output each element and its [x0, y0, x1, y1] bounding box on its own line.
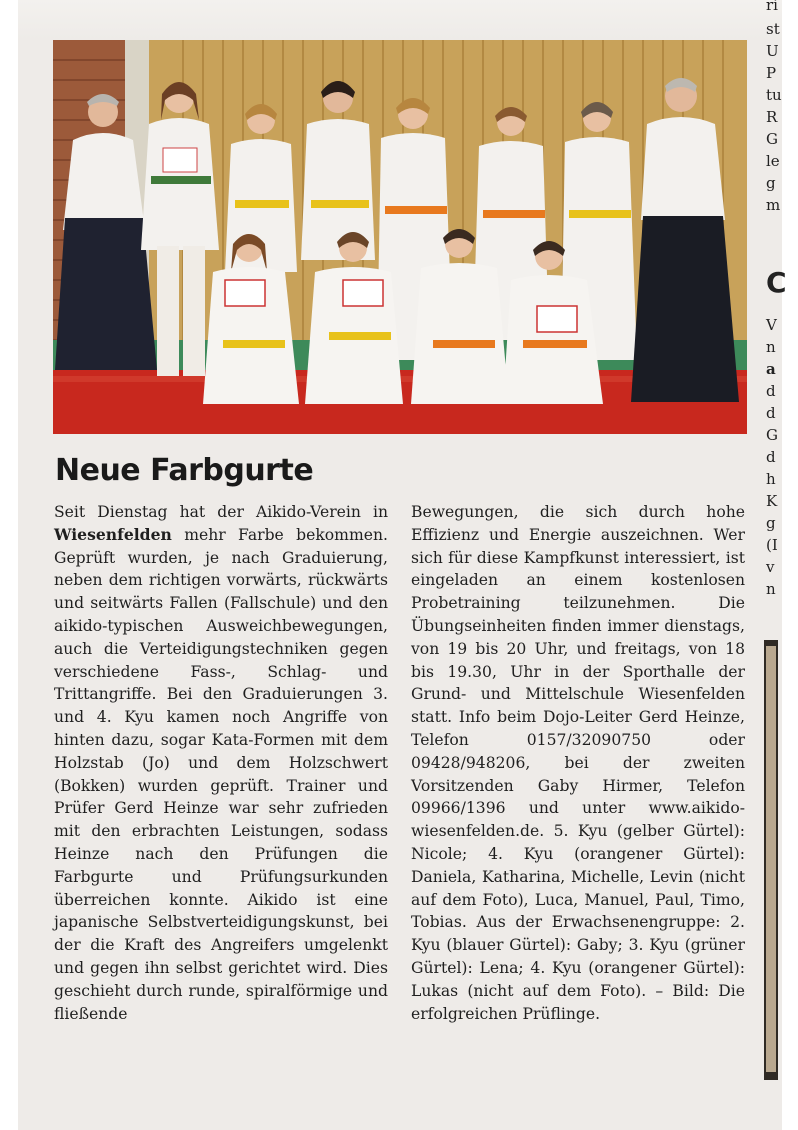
fragment: G: [766, 130, 778, 148]
fragment: n: [766, 338, 776, 356]
fragment: d: [766, 404, 776, 422]
fragment: ri: [766, 0, 778, 14]
newspaper-page: [18, 0, 782, 1130]
fragment-heading: C: [766, 266, 787, 299]
fragment: d: [766, 382, 776, 400]
fragment: a: [766, 360, 776, 378]
fragment: le: [766, 152, 780, 170]
article-photo: [53, 40, 747, 434]
page-edge-shade: [18, 0, 782, 40]
article-paragraph-left: [54, 501, 388, 1025]
fragment: n: [766, 580, 776, 598]
adjacent-photo-inner: [766, 646, 776, 1072]
fragment: g: [766, 174, 776, 192]
article-column-left: [54, 501, 388, 1025]
fragment: P: [766, 64, 777, 82]
fragment: R: [766, 108, 778, 126]
fragment: d: [766, 448, 776, 466]
fragment: tu: [766, 86, 782, 104]
fragment: v: [766, 558, 775, 576]
group-photo-aikido: [53, 40, 747, 434]
article-column-right: [411, 501, 745, 1025]
body-text-left: mehr Farbe bekommen. Geprüft wurden, je nach Graduierung, neben dem richtigen vorwärts, rückwärts und seitwärts Fallen (Fallschule) und den aikido-typischen Ausweichbewegungen, auch die Verteidigungstechniken gegen verschiedene Fass-, Schlag- und Trittangriffe. Bei den Graduierungen 3. und 4. Kyu kamen noch Angriffe von hinten dazu, sogar Kata-Formen mit dem Holzstab (Jo) und dem Holzschwert (Bokken) wurden geprüft. Trainer und Prüfer Gerd Heinze war sehr zufrieden mit den erbrachten Leistungen, sodass Heinze nach den Prüfungen die Farbgurte und Prüfungsurkunden überreichen konnte. Aikido ist eine japanische Selbstverteidigungskunst, bei der die Kraft des Angreifers umgelenkt und gegen ihn selbst gerichtet wird. Dies geschieht durch runde, spiralförmige und fließende: [54, 525, 388, 1023]
fragment: (I: [766, 536, 778, 554]
fragment: U: [766, 42, 779, 60]
fragment: m: [766, 196, 781, 214]
fragment: st: [766, 20, 780, 38]
fragment: g: [766, 514, 776, 532]
fragment: K: [766, 492, 778, 510]
fragment: h: [766, 470, 776, 488]
intro-text: Seit Dienstag hat der Aikido-Verein in: [54, 503, 388, 521]
place-name: Wiesenfelden: [54, 524, 172, 544]
body-text-right: Bewegungen, die sich durch hohe Effizienz und Energie auszeichnen. Wer sich für diese Kampfkunst interessiert, ist eingeladen an einem kostenlosen Probetraining teilzunehmen. Die Übungseinheiten finden immer dienstags, von 19 bis 20 Uhr, und freitags, von 18 bis 19.30, Uhr in der Sporthalle der Grund- und Mittelschule Wiesenfelden statt. Info beim Dojo-Leiter Gerd Heinze, Telefon 0157/32090750 oder 09428/948206, bei der zweiten Vorsitzenden Gaby Hirmer, Telefon 09966/1396 und unter www.aikido-wiesenfelden.de. 5. Kyu (gelber Gürtel): Nicole; 4. Kyu (orangener Gürtel): Daniela, Katharina, Michelle, Levin (nicht auf dem Foto), Luca, Manuel, Paul, Timo, Tobias. Aus der Erwachsenengruppe: 2. Kyu (blauer Gürtel): Gaby; 3. Kyu (grüner Gürtel): Lena; 4. Kyu (orangener Gürtel): Lukas (nicht auf dem Foto). – Bild: Die erfolgreichen Prüflinge.: [411, 503, 745, 1023]
adjacent-article-strip: [764, 0, 787, 1130]
adjacent-photo-box: [764, 640, 778, 1080]
fragment: G: [766, 426, 778, 444]
fragment: V: [766, 316, 777, 334]
article-headline: Neue Farbgurte: [55, 453, 314, 488]
